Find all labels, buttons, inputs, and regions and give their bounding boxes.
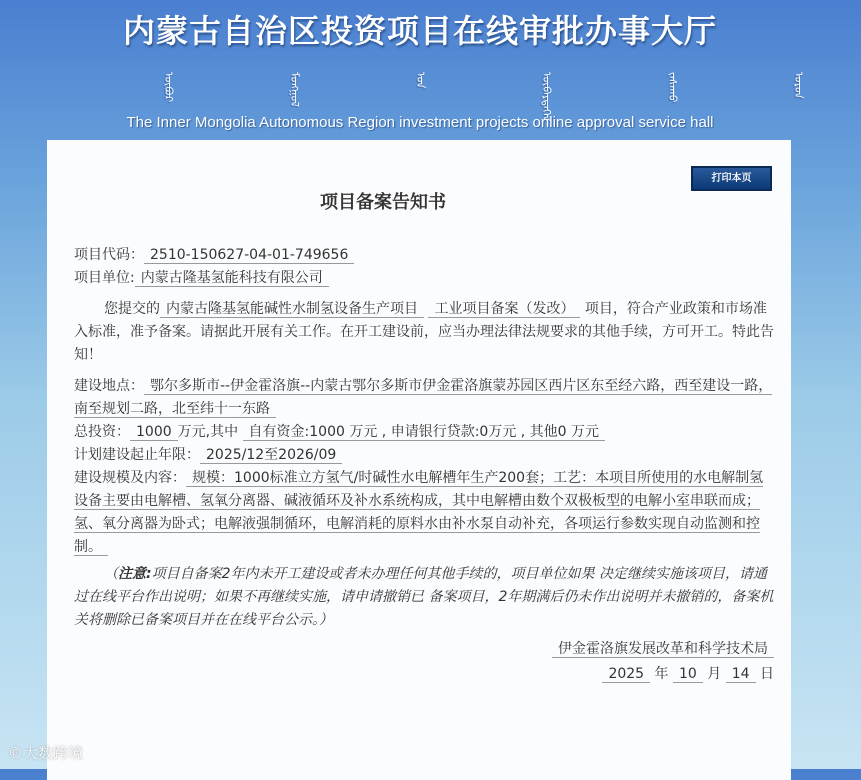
scale-label: 建设规模及内容：	[74, 470, 186, 486]
construction-period: 2025/12至2026/09	[200, 447, 342, 464]
document-title: 项目备案告知书	[320, 192, 446, 213]
issue-month: 10	[673, 666, 703, 683]
project-unit-row	[74, 267, 774, 290]
issue-day: 14	[726, 666, 756, 683]
period-label: 计划建设起止年限：	[74, 447, 200, 463]
project-name: 内蒙古隆基氢能碱性水制氢设备生产项目	[160, 301, 424, 318]
notice-note	[74, 563, 774, 632]
location-row	[74, 375, 774, 421]
approval-paragraph	[74, 298, 774, 367]
print-page-button[interactable]: 打印本页	[691, 166, 772, 191]
project-code-label: 项目代码：	[74, 247, 144, 263]
site-title-mongolian-container	[105, 72, 805, 122]
scale-row	[74, 467, 774, 559]
investment-row	[74, 421, 774, 444]
note-prefix: （	[104, 566, 118, 582]
location: 鄂尔多斯市--伊金霍洛旗--内蒙古鄂尔多斯市伊金霍洛旗蒙苏园区西片区东至经六路，西至建设一路，南至规划二路，北至纬十一东路	[74, 378, 773, 417]
investment-unit: 万元,其中	[177, 424, 239, 440]
year-label: 年	[654, 666, 669, 682]
site-banner	[0, 0, 839, 140]
p1-intro: 您提交的	[104, 301, 160, 317]
location-label: 建设地点：	[74, 378, 144, 394]
project-unit-label: 项目单位:	[74, 270, 135, 286]
project-unit: 内蒙古隆基氢能科技有限公司	[135, 270, 329, 287]
month-label: 月	[707, 666, 722, 682]
note-text: 项目自备案2年内未开工建设或者未办理任何其他手续的，项目单位如果 决定继续实施该项目，请通过在线平台作出说明；如果不再继续实施，请申请撤销已 备案项目，2年期满后仍未作出说明并未撤销的，备案机关将删除已备案项目并在在线平台公示。）	[74, 566, 774, 628]
filing-type: 工业项目备案（发改）	[428, 301, 580, 318]
project-code: 2510-150627-04-01-749656	[144, 247, 354, 264]
construction-scale: 规模：1000标准立方氢气/时碱性水电解槽年生产200套；工艺：本项目所使用的水电解制氢设备主要由电解槽、氢氧分离器、碱液循环及补水系统构成，其中电解槽由数个双极板型的电解小室串联而成；氢、氧分离器为卧式；电解液强制循环，电解消耗的原料水由补水泵自动补充，各项运行参数实现自动监测和控制。	[74, 470, 764, 555]
project-code-row	[74, 244, 774, 267]
issuing-authority-row	[74, 638, 774, 661]
site-title-en: The Inner Mongolia Autonomous Region investment projects online approval service hall	[126, 114, 714, 131]
site-title-cn: 内蒙古自治区投资项目在线审批办事大厅	[122, 12, 717, 50]
issuing-authority: 伊金霍洛旗发展改革和科学技术局	[552, 641, 774, 658]
investment-label: 总投资：	[74, 424, 130, 440]
site-title-mongolian: ᠥᠪᠦᠷ ᠮᠣᠩᠭᠣᠯ ᠤᠨ ᠥᠪᠡᠷᠲᠡᠭᠡᠨ ᠵᠠᠰᠠᠬᠤ ᠣᠷᠣᠨ	[162, 72, 805, 122]
filing-notice-document	[47, 140, 791, 780]
investment-detail: 自有资金:1000 万元 , 申请银行贷款:0万元 , 其他0 万元	[243, 424, 605, 441]
note-label: 注意:	[118, 566, 152, 582]
issue-date	[74, 663, 774, 686]
period-row	[74, 444, 774, 467]
issue-year: 2025	[602, 666, 650, 683]
investment-total: 1000	[130, 424, 178, 441]
watermark: ©大数跨境	[8, 744, 84, 762]
day-label: 日	[760, 666, 774, 682]
p1-body: 项目，符合产业政策和市场准入标准，准予备案。请据此开展有关工作。在开工建设前，应当办理法律法规要求的其他手续，方可开工。特此告知！	[74, 301, 774, 363]
